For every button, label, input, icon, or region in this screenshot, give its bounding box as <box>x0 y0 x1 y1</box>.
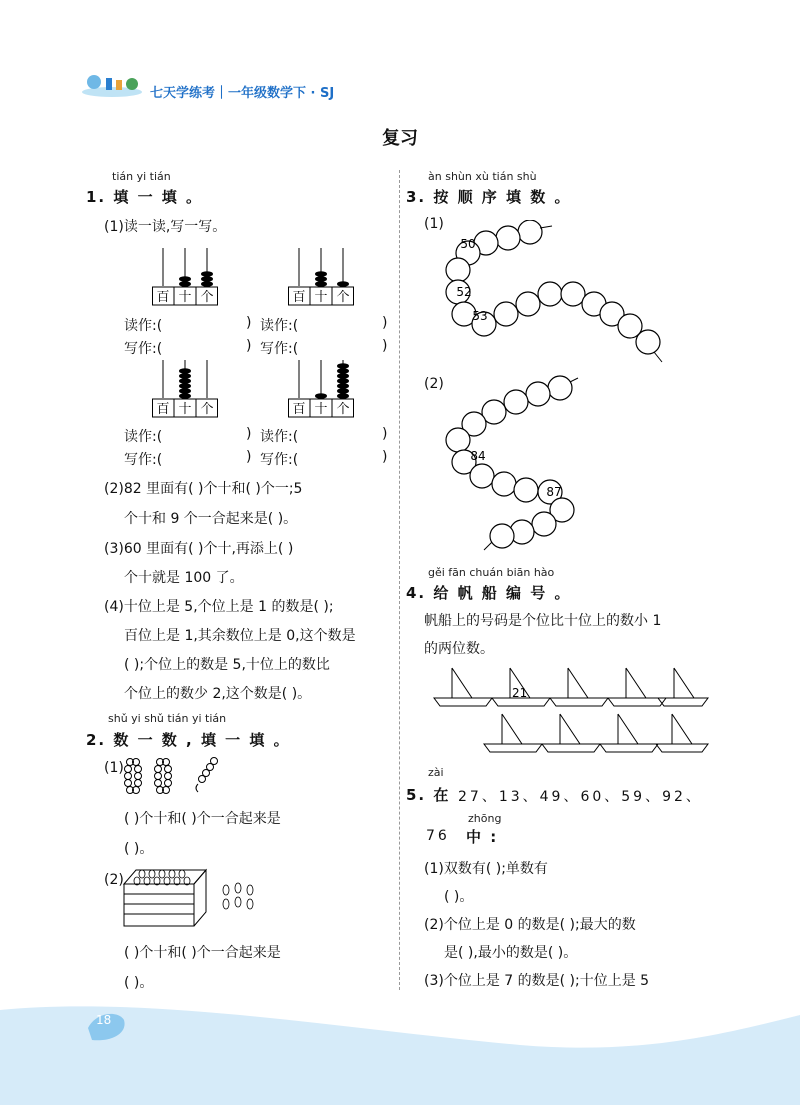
bead-chain-1 <box>440 220 670 370</box>
read-label-1: 读作:( <box>124 318 163 334</box>
bead-label: 50 <box>460 237 476 251</box>
boat-number-label: 21 <box>512 686 528 700</box>
bead-label: 84 <box>470 449 486 463</box>
q2-sub2-label: (2) <box>104 872 124 888</box>
q5-heading: 5. 在 <box>406 786 451 804</box>
q4-line1: 帆船上的号码是个位比十位上的数小 1 <box>424 613 662 629</box>
place-label-ones: 个 <box>200 402 214 417</box>
bottom-wave-decoration <box>0 990 800 1105</box>
bundled-sticks-box-icon <box>122 864 272 930</box>
write-label-2: 写作:( <box>260 341 299 357</box>
write-label-4: 写作:( <box>260 452 299 468</box>
q4-pinyin: gěi fān chuán biān hào <box>428 566 555 579</box>
place-label-tens: 十 <box>178 290 192 305</box>
q1-sub3-line2: 个十就是 100 了。 <box>124 570 244 586</box>
q5-zhong: 中 : <box>466 828 499 846</box>
read-label-3: 读作:( <box>124 429 163 445</box>
abacus-3 <box>152 358 218 420</box>
place-label-hundreds: 百 <box>292 402 306 417</box>
place-label-ones: 个 <box>336 290 350 305</box>
q4-heading: 4. 给 帆 船 编 号 。 <box>406 584 572 602</box>
read-label-4: 读作:( <box>260 429 299 445</box>
q5-sub2-line1: (2)个位上是 0 的数是( );最大的数 <box>424 917 636 933</box>
place-label-tens: 十 <box>178 402 192 417</box>
place-label-tens: 十 <box>314 402 328 417</box>
page-number: 18 <box>96 1013 112 1027</box>
bead-strings-icon <box>122 756 222 798</box>
q1-sub4-line2: 百位上是 1,其余数位上是 0,这个数是 <box>124 628 356 644</box>
place-label-hundreds: 百 <box>292 290 306 305</box>
q3-sub2-label: (2) <box>424 376 444 392</box>
bead-label: 87 <box>546 485 562 499</box>
q1-pinyin: tián yi tián <box>112 170 171 183</box>
write-close-1: ) <box>246 338 252 354</box>
q5-sub2-line2: 是( ),最小的数是( )。 <box>444 945 578 961</box>
read-label-2: 读作:( <box>260 318 299 334</box>
q5-numbers-2: 76 <box>426 828 450 844</box>
q2-sub2-line2: ( )。 <box>124 975 154 991</box>
q1-sub2-line2: 个十和 9 个一合起来是( )。 <box>124 511 298 527</box>
read-close-3: ) <box>246 426 252 442</box>
write-label-1: 写作:( <box>124 341 163 357</box>
q2-sub2-line1: ( )个十和( )个一合起来是 <box>124 945 281 961</box>
bead-chain-2 <box>440 372 590 554</box>
q5-pinyin-zhong: zhōng <box>468 812 502 825</box>
q5-sub3-line1: (3)个位上是 7 的数是( );十位上是 5 <box>424 973 650 989</box>
read-close-4: ) <box>382 426 388 442</box>
sailboats-illustration <box>430 664 710 756</box>
q3-sub1-label: (1) <box>424 216 444 232</box>
read-close-1: ) <box>246 315 252 331</box>
bead-label: 52 <box>456 285 472 299</box>
place-label-hundreds: 百 <box>156 402 170 417</box>
write-close-4: ) <box>382 449 388 465</box>
q4-line2: 的两位数。 <box>424 641 494 657</box>
q1-heading: 1. 填 一 填 。 <box>86 188 204 206</box>
q5-sub1-line1: (1)双数有( );单数有 <box>424 861 548 877</box>
q1-sub3-line1: (3)60 里面有( )个十,再添上( ) <box>104 541 294 557</box>
q5-numbers: 27、13、49、60、59、92、 <box>458 789 703 805</box>
q2-pinyin: shǔ yi shǔ tián yi tián <box>108 712 227 725</box>
q3-heading: 3. 按 顺 序 填 数 。 <box>406 188 572 206</box>
place-label-ones: 个 <box>200 290 214 305</box>
bead-label: 53 <box>472 309 488 323</box>
logo-icon <box>82 72 146 98</box>
place-label-ones: 个 <box>336 402 350 417</box>
q2-heading: 2. 数 一 数 , 填 一 填 。 <box>86 731 291 749</box>
place-label-tens: 十 <box>314 290 328 305</box>
q1-sub2-line1: (2)82 里面有( )个十和( )个一;5 <box>104 481 303 497</box>
q1-sub4-line1: (4)十位上是 5,个位上是 1 的数是( ); <box>104 599 334 615</box>
q5-sub1-line2: ( )。 <box>444 889 474 905</box>
write-label-3: 写作:( <box>124 452 163 468</box>
abacus-1 <box>152 246 218 308</box>
q2-sub1-line2: ( )。 <box>124 841 154 857</box>
abacus-2 <box>288 246 354 308</box>
column-divider <box>399 170 400 990</box>
q1-sub4-line3: ( );个位上的数是 5,十位上的数比 <box>124 657 330 673</box>
header-title: 七天学练考｜一年级数学下 · SJ <box>150 86 335 101</box>
read-close-2: ) <box>382 315 388 331</box>
q2-sub1-line1: ( )个十和( )个一合起来是 <box>124 811 281 827</box>
page-title: 复习 <box>382 128 418 149</box>
q1-sub1: (1)读一读,写一写。 <box>104 219 227 235</box>
abacus-4 <box>288 358 354 420</box>
place-label-hundreds: 百 <box>156 290 170 305</box>
write-close-2: ) <box>382 338 388 354</box>
q2-sub1-label: (1) <box>104 760 124 776</box>
write-close-3: ) <box>246 449 252 465</box>
q5-pinyin-zai: zài <box>428 766 444 779</box>
q3-pinyin: àn shùn xù tián shù <box>428 170 537 183</box>
q1-sub4-line4: 个位上的数少 2,这个数是( )。 <box>124 686 312 702</box>
